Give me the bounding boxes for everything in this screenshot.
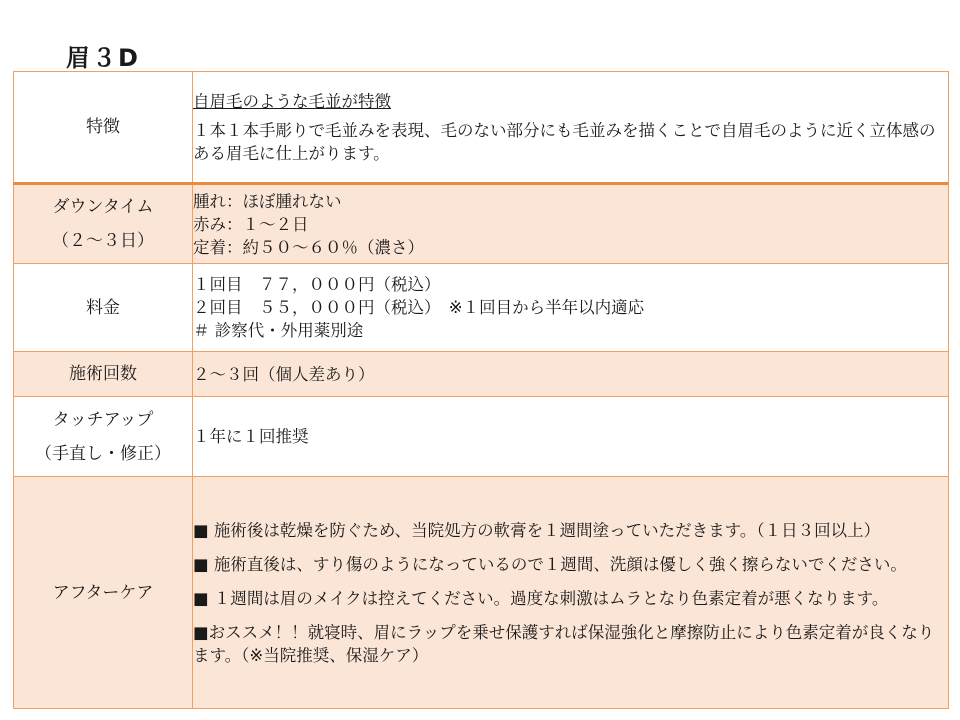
price-second: ２回目 ５５，０００円（税込） ※１回目から半年以内適応 xyxy=(193,298,645,317)
value-aftercare xyxy=(193,477,949,709)
treatment-info-table xyxy=(13,71,949,709)
label-aftercare: アフターケア xyxy=(14,477,193,709)
touchup-sublabel: （手直し・修正） xyxy=(35,443,171,464)
table-row-touchup xyxy=(14,397,949,477)
value-features xyxy=(193,72,949,184)
downtime-fixation: 定着：約５０～６０％（濃さ） xyxy=(193,237,424,257)
aftercare-item: ■ 施術直後は、すり傷のようになっているので１週間、洗顔は優しく強く擦らないでください。 xyxy=(193,554,907,574)
features-body: １本１本手彫りで毛並みを表現、毛のない部分にも毛並みを描くことで自眉毛のように近く立体感のある眉毛に仕上がります。 xyxy=(193,120,936,163)
value-touchup: １年に１回推奨 xyxy=(193,397,949,477)
value-price xyxy=(193,264,949,352)
aftercare-item: ■おススメ！！就寝時、眉にラップを乗せ保護すれば保湿強化と摩擦防止により色素定着が良くなります。（※当院推奨、保湿ケア） xyxy=(193,622,935,665)
label-downtime xyxy=(14,184,193,264)
touchup-label: タッチアップ xyxy=(52,409,154,430)
page-title: 眉３D xyxy=(66,44,140,72)
aftercare-item: ■ 施術後は乾燥を防ぐため、当院処方の軟膏を１週間塗っていただきます。（１日３回以上） xyxy=(193,520,881,540)
table-row-sessions xyxy=(14,352,949,397)
label-touchup xyxy=(14,397,193,477)
table-row-aftercare xyxy=(14,477,949,709)
value-sessions: ２～３回（個人差あり） xyxy=(193,352,949,397)
label-price: 料金 xyxy=(14,264,193,352)
label-features: 特徴 xyxy=(14,72,193,184)
value-downtime xyxy=(193,184,949,264)
downtime-label: ダウンタイム xyxy=(52,197,154,217)
features-heading: 自眉毛のような毛並が特徴 xyxy=(193,91,391,111)
table-row-downtime xyxy=(14,184,949,264)
downtime-redness: 赤み：１～２日 xyxy=(193,214,309,234)
label-sessions: 施術回数 xyxy=(14,352,193,397)
table-row-features xyxy=(14,72,949,184)
aftercare-item: ■ １週間は眉のメイクは控えてください。過度な刺激はムラとなり色素定着が悪くなります。 xyxy=(193,588,889,608)
downtime-sublabel: （２～３日） xyxy=(52,231,154,251)
price-first: １回目 ７７，０００円（税込） xyxy=(193,275,441,294)
price-note: ＃ 診察代・外用薬別途 xyxy=(193,321,364,340)
table-row-price xyxy=(14,264,949,352)
downtime-swelling: 腫れ：ほぼ腫れない xyxy=(193,191,342,211)
